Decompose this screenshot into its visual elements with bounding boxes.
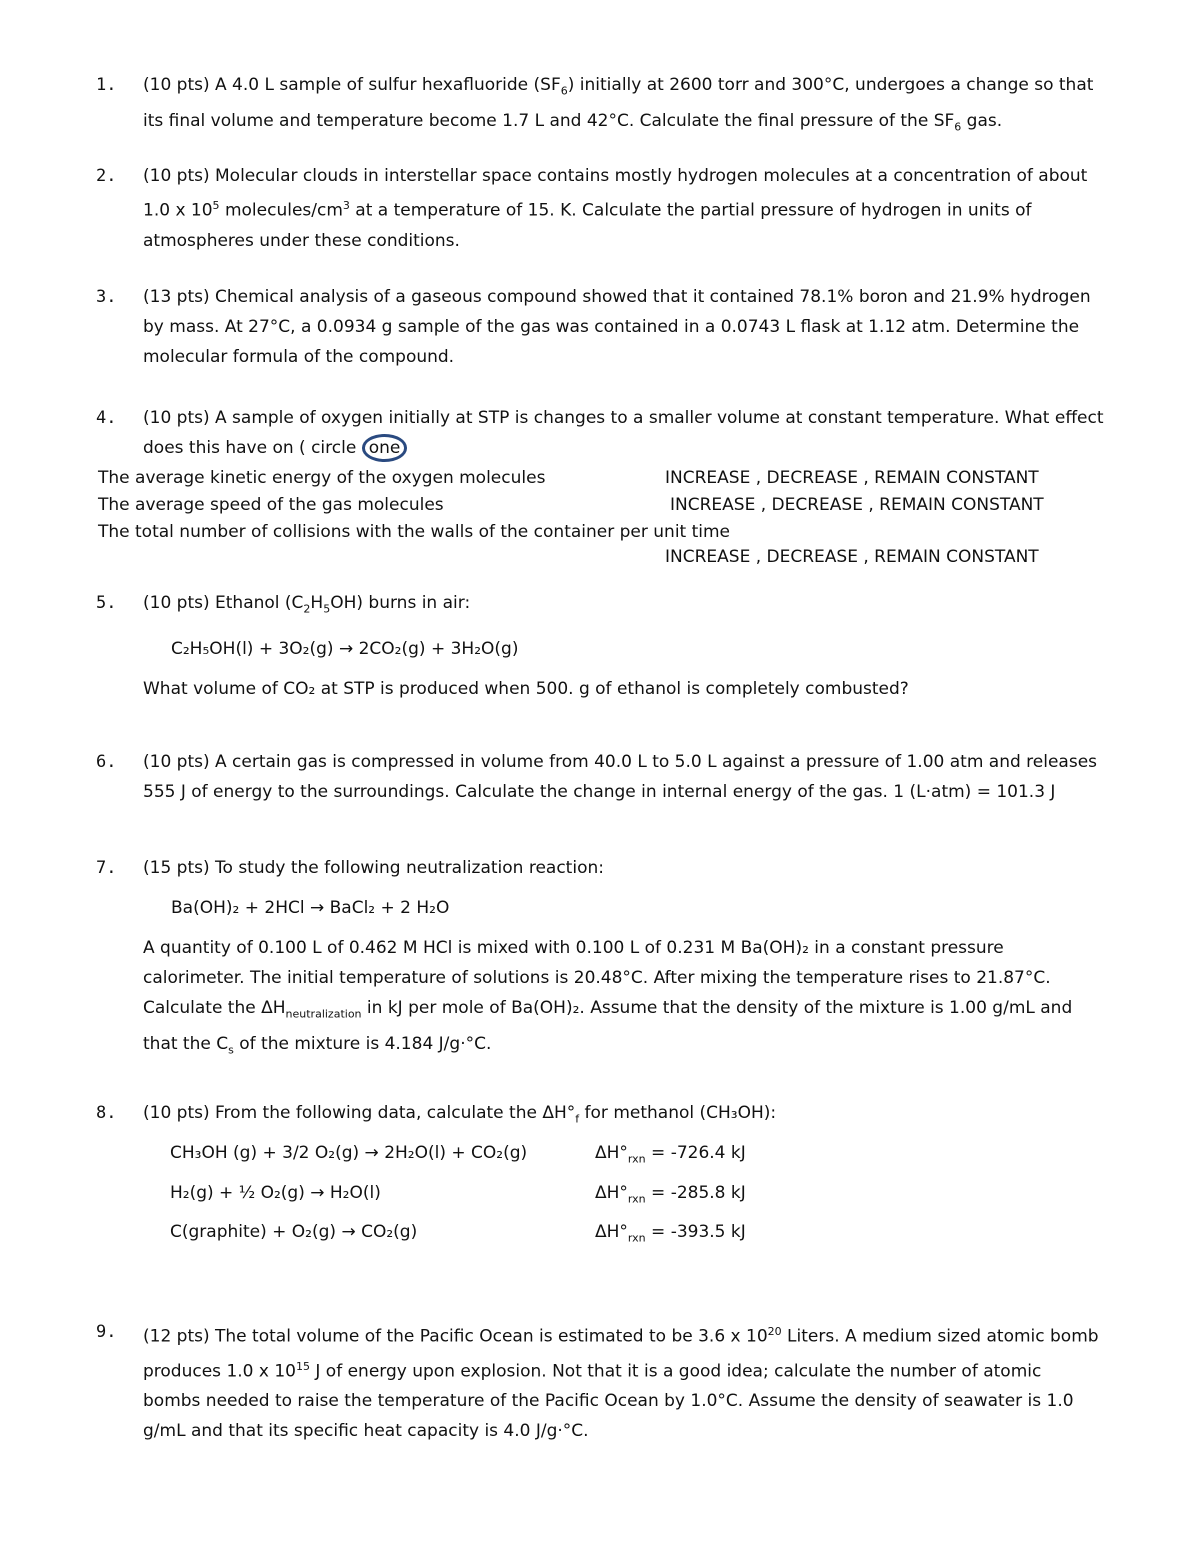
question-text-line: produces 1.0 x $10^{15}$ J of energy upon explosion. Not that it is a good idea; calculate the number of atomic (143, 1359, 1042, 1382)
reaction-equation: C(graphite) + O₂(g) → CO₂(g) (170, 1222, 418, 1242)
question-number: 7. (96, 858, 117, 878)
question-9 (96, 1317, 1140, 1446)
answer-options[interactable]: INCREASE , DECREASE , REMAIN CONSTANT (665, 468, 1039, 488)
question-6 (96, 747, 1140, 807)
question-text-line: A quantity of 0.100 L of 0.462 M HCl is mixed with 0.100 L of 0.231 M Ba(OH)₂ in a constant pressure (143, 938, 1004, 958)
enthalpy-value: $\Delta H^\circ_{rxn} = -726.4$ kJ (595, 1143, 746, 1166)
enthalpy-value: $\Delta H^\circ_{rxn} = -285.8$ kJ (595, 1183, 746, 1206)
question-text-line: 1.0 x $10^5$ molecules/$cm^3$ at a temperature of 15. K. Calculate the partial pressure of hydrogen in units of (143, 199, 1032, 221)
answer-options[interactable]: INCREASE , DECREASE , REMAIN CONSTANT (670, 495, 1044, 515)
statement-average-speed: The average speed of the gas molecules (98, 495, 444, 515)
question-text-line: Calculate the $\Delta H_{neutralization}$ in kJ per mole of Ba(OH)₂. Assume that the density of the mixture is 1.00 g/mL and (143, 998, 1073, 1021)
question-text-line: bombs needed to raise the temperature of the Pacific Ocean by 1.0°C. Assume the density of seawater is 1.0 (143, 1391, 1074, 1412)
question-text-line: (10 pts) Ethanol $(C_2H_5OH)$ burns in air: (143, 593, 471, 616)
question-text-line: that the $C_s$ of the mixture is 4.184 J/g·°C. (143, 1034, 492, 1057)
question-number: 2. (96, 166, 117, 186)
question-text-line: (10 pts) A 4.0 L sample of sulfur hexafluoride $(SF_6)$ initially at 2600 torr and 300°C, undergoes a change so that (143, 75, 1094, 98)
question-text-line: (13 pts) Chemical analysis of a gaseous compound showed that it contained 78.1% boron and 21.9% hydrogen (143, 287, 1091, 307)
question-text-line: molecular formula of the compound. (143, 347, 455, 367)
question-text-line: g/mL and that its specific heat capacity is 4.0 J/g·°C. (143, 1421, 589, 1442)
chemical-equation: C₂H₅OH(l) + 3O₂(g) → 2CO₂(g) + 3H₂O(g) (171, 639, 519, 660)
question-number: 6. (96, 752, 117, 772)
question-8 (96, 1098, 1140, 1134)
question-text-line: 555 J of energy to the surroundings. Calculate the change in internal energy of the gas. 1 (L·atm) = 101.3 J (143, 782, 1056, 802)
question-text-line: by mass. At 27°C, a 0.0934 g sample of the gas was contained in a 0.0743 L flask at 1.12 atm. Determine the (143, 317, 1080, 337)
question-number: 3. (96, 287, 117, 307)
question-text-line: calorimeter. The initial temperature of solutions is 20.48°C. After mixing the temperature rises to 21.87°C. (143, 968, 1051, 988)
statement-kinetic-energy: The average kinetic energy of the oxygen molecules (98, 468, 546, 488)
chemical-equation: Ba(OH)₂ + 2HCl → BaCl₂ + 2 H₂O (171, 898, 450, 918)
enthalpy-value: $\Delta H^\circ_{rxn} = -393.5$ kJ (595, 1222, 746, 1245)
question-number: 4. (96, 408, 117, 428)
question-text-line: (12 pts) The total volume of the Pacific Ocean is estimated to be 3.6 x $10^{20}$ Liters. A medium sized atomic bomb (143, 1325, 1099, 1347)
question-3 (96, 282, 1140, 372)
question-text-line: (10 pts) A sample of oxygen initially at STP is changes to a smaller volume at constant temperature. What effect (143, 408, 1104, 428)
question-1 (96, 70, 1140, 143)
question-5 (96, 588, 1140, 704)
question-text-line: (15 pts) To study the following neutralization reaction: (143, 858, 604, 878)
question-text-line: its final volume and temperature become 1.7 L and 42°C. Calculate the final pressure of the $SF_6$ gas. (143, 111, 1003, 134)
thermo-row (170, 1217, 790, 1247)
question-text-line: What volume of CO₂ at STP is produced when 500. g of ethanol is completely combusted? (143, 679, 909, 700)
question-4 (96, 403, 1140, 463)
question-7 (96, 853, 1140, 1066)
answer-options[interactable]: INCREASE , DECREASE , REMAIN CONSTANT (665, 547, 1039, 567)
statement-collisions: The total number of collisions with the walls of the container per unit time (98, 522, 731, 542)
thermo-row (170, 1138, 790, 1168)
thermo-row (170, 1178, 790, 1208)
question-text-line: (10 pts) A certain gas is compressed in volume from 40.0 L to 5.0 L against a pressure of 1.00 atm and releases (143, 752, 1098, 772)
reaction-equation: H₂(g) + ½ O₂(g) → H₂O(l) (170, 1183, 381, 1203)
question-number: 1. (96, 75, 117, 95)
question-number: 5. (96, 593, 117, 613)
question-text-line: atmospheres under these conditions. (143, 230, 460, 251)
question-text-line: does this have on ( circle one (143, 433, 1140, 463)
question-2 (96, 161, 1140, 256)
question-number: 9. (96, 1322, 117, 1342)
circled-word: one (362, 434, 408, 462)
question-number: 8. (96, 1103, 117, 1123)
question-text-line: (10 pts) From the following data, calculate the $\Delta H^\circ_f$ for methanol (CH₃OH): (143, 1103, 777, 1126)
reaction-equation: CH₃OH (g) + 3/2 O₂(g) → 2H₂O(l) + CO₂(g) (170, 1143, 528, 1163)
question-text-line: (10 pts) Molecular clouds in interstellar space contains mostly hydrogen molecules at a concentration of about (143, 166, 1088, 186)
